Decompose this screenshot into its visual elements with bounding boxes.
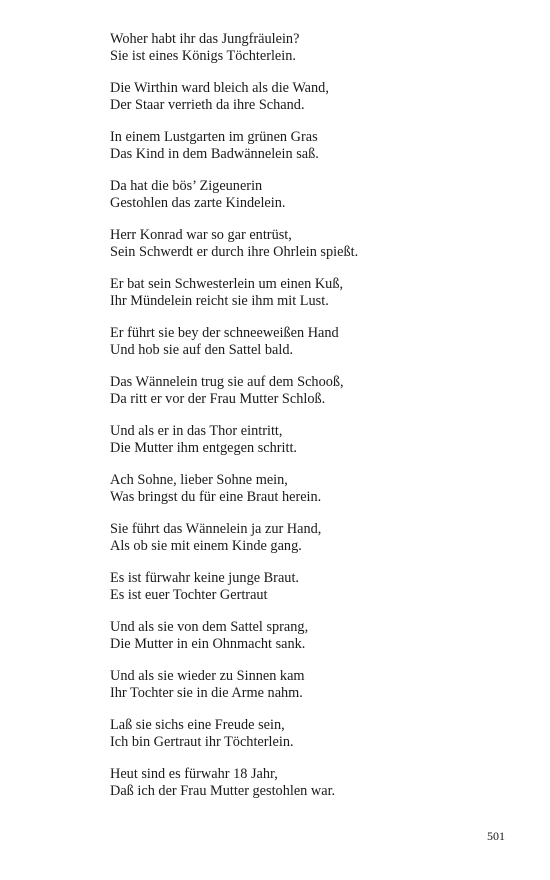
poem-line: Und hob sie auf den Sattel bald. [110,341,294,358]
poem-line: Ach Sohne, lieber Sohne mein, [110,472,288,488]
stanza-16 [110,766,510,799]
poem-line: Er führt sie bey der schneeweißen Hand [110,325,339,341]
poem-line: Ihr Mündelein reicht sie ihm mit Lust. [110,292,329,309]
poem-line: Die Mutter ihm entgegen schritt. [110,439,298,456]
poem-line: Ich bin Gertraut ihr Töchterlein. [110,733,294,750]
poem-line: Was bringst du für eine Braut herein. [110,488,322,505]
poem-line: Und als er in das Thor eintritt, [110,423,283,439]
poem-line: Es ist fürwahr keine junge Braut. [110,570,299,586]
poem-line: Das Kind in dem Badwännelein saß. [110,145,319,162]
stanza-4 [110,178,510,211]
poem-line: Und als sie von dem Sattel sprang, [110,619,309,635]
poem-line: Sein Schwerdt er durch ihre Ohrlein spießt. [110,243,359,260]
stanza-7 [110,325,510,358]
stanza-2 [110,80,510,113]
poem-line: Woher habt ihr das Jungfräulein? [110,31,300,47]
poem-line: Er bat sein Schwesterlein um einen Kuß, [110,276,344,292]
stanza-9 [110,423,510,456]
stanza-13 [110,619,510,652]
poem-line: Laß sie sichs eine Freude sein, [110,717,285,733]
poem-line: Das Wännelein trug sie auf dem Schooß, [110,374,344,390]
stanza-3 [110,129,510,162]
poem-line: Gestohlen das zarte Kindelein. [110,194,286,211]
poem-line: Und als sie wieder zu Sinnen kam [110,668,305,684]
stanza-5 [110,227,510,260]
poem-line: Sie führt das Wännelein ja zur Hand, [110,521,322,537]
stanza-15 [110,717,510,750]
stanza-14 [110,668,510,701]
stanza-10 [110,472,510,505]
poem-line: Daß ich der Frau Mutter gestohlen war. [110,782,336,799]
poem-line: Da ritt er vor der Frau Mutter Schloß. [110,390,326,407]
poem-line: Die Wirthin ward bleich als die Wand, [110,80,329,96]
poem-line: Da hat die bös’ Zigeunerin [110,178,263,194]
stanza-11 [110,521,510,554]
stanza-8 [110,374,510,407]
poem-line: Die Mutter in ein Ohnmacht sank. [110,635,306,652]
stanza-6 [110,276,510,309]
page-number: 501 [487,829,505,843]
stanza-12 [110,570,510,603]
poem-line: Herr Konrad war so gar entrüst, [110,227,292,243]
poem-line: Sie ist eines Königs Töchterlein. [110,47,296,64]
poem-line: Es ist euer Tochter Gertraut [110,586,268,603]
stanza-1 [110,31,510,64]
poem-line: In einem Lustgarten im grünen Gras [110,129,318,145]
poem-line: Der Staar verrieth da ihre Schand. [110,96,305,113]
poem-line: Ihr Tochter sie in die Arme nahm. [110,684,303,701]
poem-line: Als ob sie mit einem Kinde gang. [110,537,302,554]
poem-line: Heut sind es fürwahr 18 Jahr, [110,766,278,782]
poem-text [110,31,510,815]
